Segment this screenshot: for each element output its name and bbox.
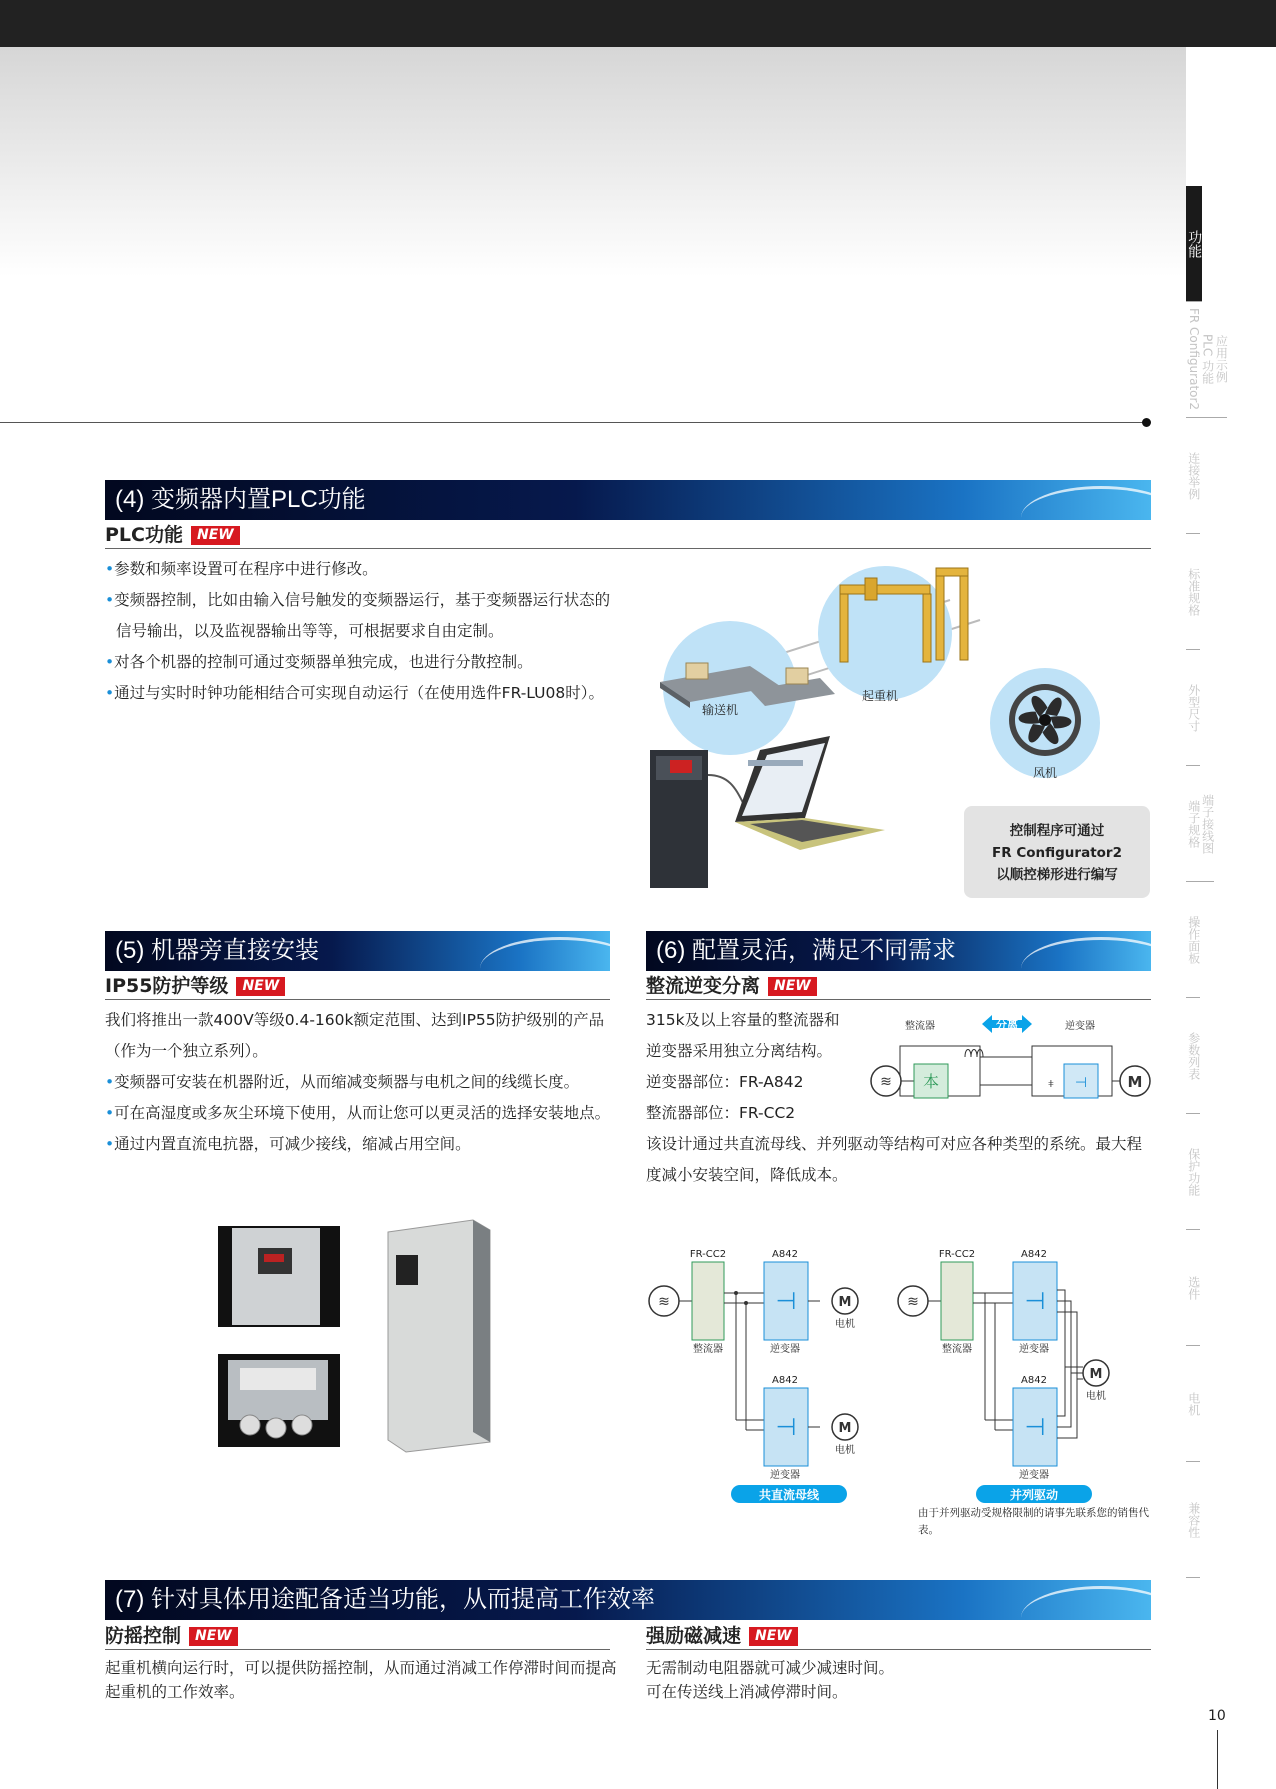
section-6-lines: [646, 1005, 881, 1129]
section-7-left-subheading: [105, 1622, 610, 1650]
text-line: 315k及以上容量的整流器和: [646, 1011, 840, 1029]
motor-symbol: M: [1127, 1073, 1143, 1091]
text-line: 逆变器部位：FR-A842: [646, 1073, 804, 1091]
a842-label: A842: [772, 1249, 798, 1260]
bullet-item: • 可在高湿度或多灰尘环境下使用，从而让您可以更灵活的选择安装地点。: [105, 1098, 625, 1129]
side-tab-features[interactable]: 功能: [1186, 186, 1202, 302]
new-badge: NEW: [191, 526, 240, 545]
svg-text:⊣: ⊣: [1074, 1075, 1088, 1091]
side-tab-compatibility[interactable]: 兼容性: [1186, 1462, 1200, 1578]
inverter-label: 逆变器: [1019, 1470, 1049, 1481]
svg-text:⊣: ⊣: [1024, 1287, 1046, 1315]
svg-text:⧧: ⧧: [1047, 1076, 1055, 1090]
section-6-paragraph: 该设计通过共直流母线、并列驱动等结构可对应各种类型的系统。最大程度减小安装空间，降低成本。: [646, 1135, 1143, 1184]
section-5-banner: (5) 机器旁直接安装: [105, 931, 610, 971]
section-4-bullets: [105, 554, 617, 709]
strong-excitation-text: [646, 1656, 1151, 1704]
bullet-item: • 对各个机器的控制可通过变频器单独完成，也进行分散控制。: [105, 647, 617, 678]
a842-label: A842: [1021, 1249, 1047, 1260]
parallel-drive-diagram: [897, 1245, 1119, 1505]
strong-excitation-label: 强励磁减速: [646, 1625, 742, 1647]
separation-label: 分离: [996, 1018, 1018, 1031]
plc-illustration: [640, 560, 1160, 905]
header-rule-dot: [1142, 418, 1151, 427]
common-dc-bus-label: 共直流母线: [758, 1488, 820, 1502]
section-4-subheading: [105, 521, 1151, 549]
fr-cc2-label: FR-CC2: [689, 1249, 727, 1260]
parallel-drive-label: 并列驱动: [1009, 1488, 1059, 1502]
side-tab-options[interactable]: 选件: [1186, 1230, 1200, 1346]
inverter-label: 逆变器: [770, 1470, 800, 1481]
svg-text:≋: ≋: [907, 1294, 919, 1310]
side-tab-motors[interactable]: 电机: [1186, 1346, 1200, 1462]
motor-symbol: M: [838, 1421, 852, 1436]
svg-text:本: 本: [922, 1072, 940, 1091]
text-line: 整流器部位：FR-CC2: [646, 1104, 796, 1122]
inverter-label: 逆变器: [770, 1344, 800, 1355]
rectifier-label: 整流器: [942, 1344, 972, 1355]
intro-paragraph: 我们将推出一款400V等级0.4-160k额定范围、达到IP55防护级别的产品（作为一个独立系列）。: [105, 1011, 605, 1060]
crane-label: 起重机: [861, 689, 899, 703]
new-badge: NEW: [768, 977, 817, 996]
ip55-product-photos: [218, 1220, 518, 1455]
anti-sway-text: 起重机横向运行时，可以提供防摇控制，从而通过消减工作停滞时间而提高起重机的工作效率。: [105, 1659, 617, 1701]
a842-label: A842: [772, 1375, 798, 1386]
a842-label: A842: [1021, 1375, 1047, 1386]
section-6-banner: (6) 配置灵活，满足不同需求: [646, 931, 1151, 971]
side-tab-protection[interactable]: 保护功能: [1186, 1114, 1200, 1230]
parallel-drive-note: 由于并列驱动受规格限制的请事先联系您的销售代表。: [918, 1507, 1149, 1536]
rectifier-label: 整流器: [693, 1344, 723, 1355]
section-7-banner: (7) 针对具体用途配备适当功能，从而提高工作效率: [105, 1580, 1151, 1620]
page-number-rule: [1217, 1730, 1218, 1789]
section-5-text: [105, 1005, 625, 1160]
new-badge: NEW: [749, 1627, 798, 1646]
rectifier-label: 整流器: [905, 1021, 935, 1032]
svg-text:≋: ≋: [658, 1294, 670, 1310]
section-5-subheading: [105, 972, 610, 1000]
fan-icon: [1009, 684, 1081, 756]
page-number: 10: [1208, 1708, 1226, 1724]
header-rule: [0, 422, 1146, 423]
section-6-subheading: [646, 972, 1151, 1000]
side-tab-specs[interactable]: 标准规格: [1186, 534, 1200, 650]
section-7-right-subheading: [646, 1622, 1151, 1650]
side-tab-plc-examples[interactable]: 应用示例 PLC 功能 FR Configurator2: [1186, 302, 1227, 418]
new-badge: NEW: [236, 977, 285, 996]
side-tab-operation-panel[interactable]: 操作面板: [1186, 882, 1200, 998]
svg-text:⊣: ⊣: [1024, 1413, 1046, 1441]
motor-label: 电机: [1086, 1391, 1106, 1402]
inverter-label: 逆变器: [1019, 1344, 1049, 1355]
inverter-label: 逆变器: [1065, 1021, 1095, 1032]
separation-label: 整流逆变分离: [646, 975, 761, 997]
text-line: 逆变器采用独立分离结构。: [646, 1042, 833, 1060]
svg-text:≋: ≋: [880, 1074, 892, 1090]
conveyor-label: 输送机: [701, 703, 739, 717]
text-line: 可在传送线上消减停滞时间。: [646, 1683, 848, 1701]
note-line: 以顺控梯形进行编写: [996, 867, 1118, 883]
fr-cc2-label: FR-CC2: [938, 1249, 976, 1260]
bullet-item: • 参数和频率设置可在程序中进行修改。: [105, 554, 617, 585]
laptop-icon: [735, 736, 885, 850]
side-tab-terminals[interactable]: 端子接线图 端子规格: [1186, 766, 1214, 882]
motor-label: 电机: [835, 1319, 855, 1330]
svg-text:⊣: ⊣: [775, 1413, 797, 1441]
header-gradient: [0, 47, 1186, 277]
side-tab-dimensions[interactable]: 外型尺寸: [1186, 650, 1200, 766]
svg-text:⊣: ⊣: [775, 1287, 797, 1315]
plc-function-label: PLC功能: [105, 524, 183, 546]
anti-sway-label: 防摇控制: [105, 1625, 182, 1647]
inverter-unit-icon: [650, 750, 708, 888]
bullet-item: • 通过内置直流电抗器，可减少接线，缩减占用空间。: [105, 1129, 625, 1160]
separation-diagram: [870, 1012, 1152, 1112]
text-line: 无需制动电阻器就可减少减速时间。: [646, 1659, 895, 1677]
side-tab-parameters[interactable]: 参数列表: [1186, 998, 1200, 1114]
note-line: 控制程序可通过: [1009, 823, 1105, 839]
top-bar: [0, 0, 1276, 47]
motor-symbol: M: [1089, 1367, 1103, 1382]
section-4-banner: (4) 变频器内置PLC功能: [105, 480, 1151, 520]
note-line: FR Configurator2: [992, 845, 1122, 861]
common-dc-bus-diagram: [648, 1245, 870, 1505]
side-tab-nav: [1186, 186, 1276, 1578]
bullet-item: • 变频器可安装在机器附近，从而缩减变频器与电机之间的线缆长度。: [105, 1067, 625, 1098]
side-tab-connection[interactable]: 连接举例: [1186, 418, 1200, 534]
motor-symbol: M: [838, 1295, 852, 1310]
fan-label: 风机: [1032, 766, 1058, 780]
new-badge: NEW: [189, 1627, 238, 1646]
motor-label: 电机: [835, 1445, 855, 1456]
ip55-label: IP55防护等级: [105, 975, 229, 997]
bullet-item: • 变频器控制，比如由输入信号触发的变频器运行，基于变频器运行状态的信号输出，以及监视器输出等等，可根据要求自由定制。: [105, 585, 617, 647]
bullet-item: • 通过与实时时钟功能相结合可实现自动运行（在使用选件FR-LU08时）。: [105, 678, 617, 709]
